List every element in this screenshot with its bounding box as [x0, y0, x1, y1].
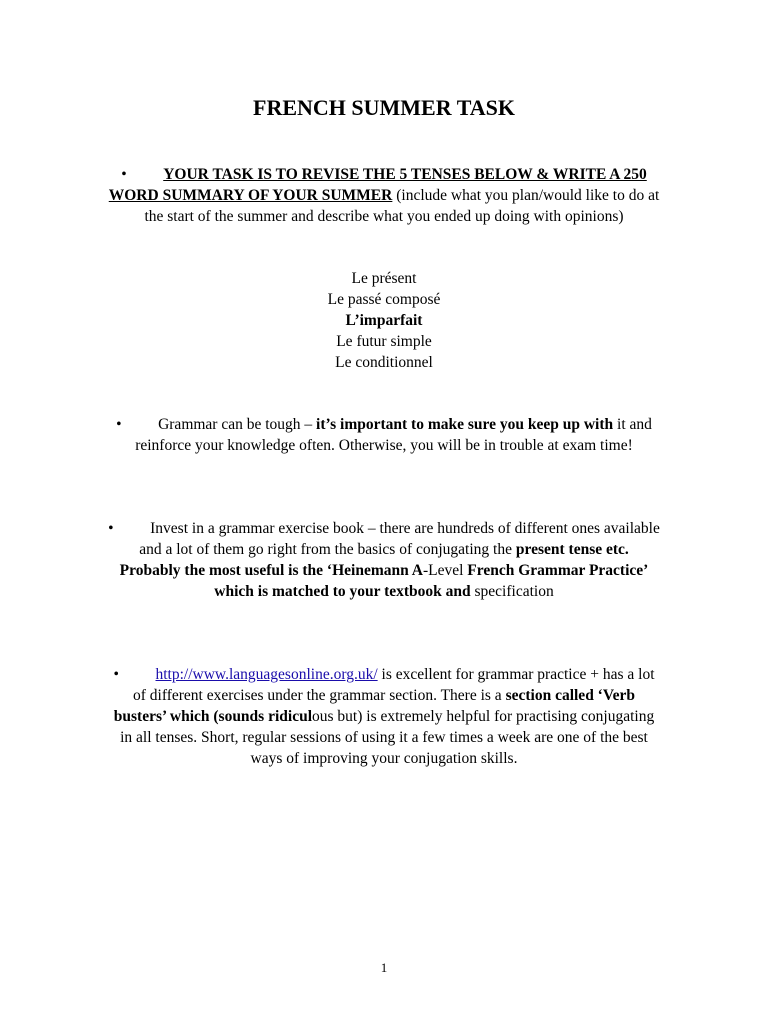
tense-item: Le futur simple: [336, 333, 432, 350]
page-title: FRENCH SUMMER TASK: [253, 95, 515, 120]
bullet: •: [113, 666, 119, 683]
tense-list: [0, 268, 768, 373]
grammar-text-bold: it’s important to make sure you keep up with: [316, 416, 614, 433]
invest-text-bold-1: present tense etc. Probably the most useful is the ‘Heinemann A: [119, 541, 629, 579]
bullet: •: [108, 520, 114, 537]
languagesonline-text-bold: section called ‘Verb busters’ which (sounds ridicul: [113, 687, 635, 725]
invest-text-end: specification: [470, 583, 554, 600]
languagesonline-link[interactable]: http://www.languagesonline.org.uk/: [155, 666, 378, 683]
task-paragraph: [108, 164, 660, 227]
invest-paragraph: [108, 518, 660, 602]
invest-text-mid: -Level: [422, 562, 468, 579]
invest-text-bold-2: French Grammar Practice’ which is matched to your textbook and: [214, 562, 649, 600]
tense-item: Le présent: [351, 270, 417, 287]
tense-item: Le passé composé: [327, 291, 441, 308]
task-instruction: YOUR TASK IS TO REVISE THE 5 TENSES BELOW & WRITE A 250 WORD SUMMARY OF YOUR SUMMER: [108, 166, 647, 204]
grammar-paragraph: [108, 414, 660, 456]
grammar-text-start: Grammar can be tough –: [158, 416, 317, 433]
bullet: •: [121, 166, 127, 183]
invest-text-start: Invest in a grammar exercise book – there are hundreds of different ones available and a lot of them go right from the basics of conjugating the: [139, 520, 660, 558]
page-number: 1: [380, 960, 388, 975]
languagesonline-text-start: is excellent for grammar practice + has a lot of different exercises under the grammar section. There is a: [132, 666, 655, 704]
tense-item: L’imparfait: [345, 312, 423, 329]
languagesonline-text-end: ous but) is extremely helpful for practising conjugating in all tenses. Short, regular sessions of using it a few times a week are one of the best ways of improving your conjugation skills.: [120, 708, 655, 767]
languagesonline-paragraph: [108, 664, 660, 769]
task-details: (include what you plan/would like to do at the start of the summer and describe what you ended up doing with opinions): [144, 187, 660, 225]
bullet: •: [116, 416, 122, 433]
grammar-text-end: it and reinforce your knowledge often. Otherwise, you will be in trouble at exam time!: [135, 416, 652, 454]
tense-item: Le conditionnel: [335, 354, 433, 371]
